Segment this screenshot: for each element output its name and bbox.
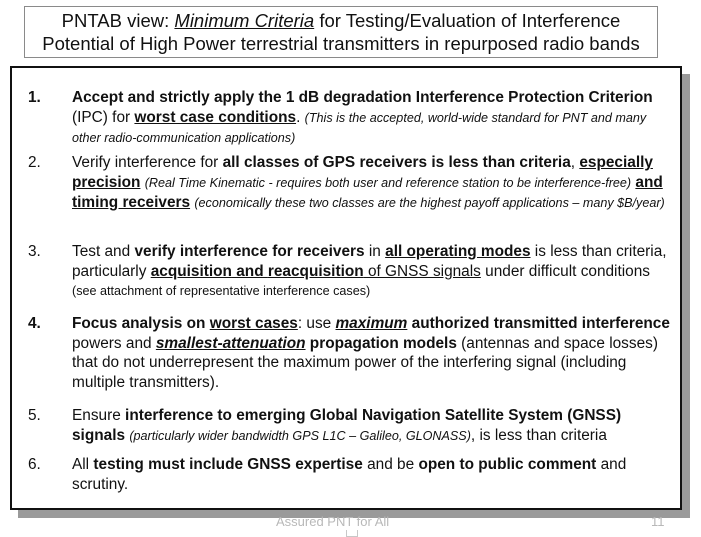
item-number: 5. [28, 407, 41, 424]
item-text: Verify interference for all classes of GPS receivers is less than criteria, especially precision (Real Time Kinematic - requires both user and reference station to be interference-free) and timing receivers (economically these two classes are the highest payoff applications – many $B/year) [72, 154, 665, 211]
item-text: All testing must include GNSS expertise and be open to public comment and scrutiny. [72, 456, 627, 493]
item-number: 1. [28, 89, 41, 106]
footer-mark-icon [346, 530, 358, 537]
title-line-2: Potential of High Power terrestrial transmitters in repurposed radio bands [42, 33, 640, 54]
title-line-1: PNTAB view: Minimum Criteria for Testing/Evaluation of Interference [61, 10, 621, 31]
criteria-box [10, 66, 682, 510]
item-text: Ensure interference to emerging Global Navigation Satellite System (GNSS) signals (particularly wider bandwidth GPS L1C – Galileo, GLONASS), is less than criteria [72, 407, 622, 444]
item-number: 3. [28, 243, 41, 260]
item-number: 2. [28, 154, 41, 171]
slide-title [24, 6, 658, 58]
footer-text: Assured PNT for All [276, 514, 390, 529]
item-number: 4. [28, 315, 41, 332]
page-number: 11 [651, 514, 665, 529]
slide-footer [0, 512, 701, 537]
item-text: Accept and strictly apply the 1 dB degradation Interference Protection Criterion (IPC) for worst case conditions. (This is the accepted, world-wide standard for PNT and many other radio-communication applications) [72, 89, 653, 145]
title-emphasis: Minimum Criteria [174, 10, 315, 31]
item-number: 6. [28, 456, 41, 473]
item-text: Focus analysis on worst cases: use maximum authorized transmitted interference powers and smallest-attenuation propagation models (antennas and space losses) that do not underrepresent the maximum power of the interfering signal (including multiple transmitters). [72, 315, 670, 391]
item-text: Test and verify interference for receivers in all operating modes is less than criteria, particularly acquisition and reacquisition of GNSS signals under difficult conditions (see attachment of representative interference cases) [72, 243, 667, 298]
